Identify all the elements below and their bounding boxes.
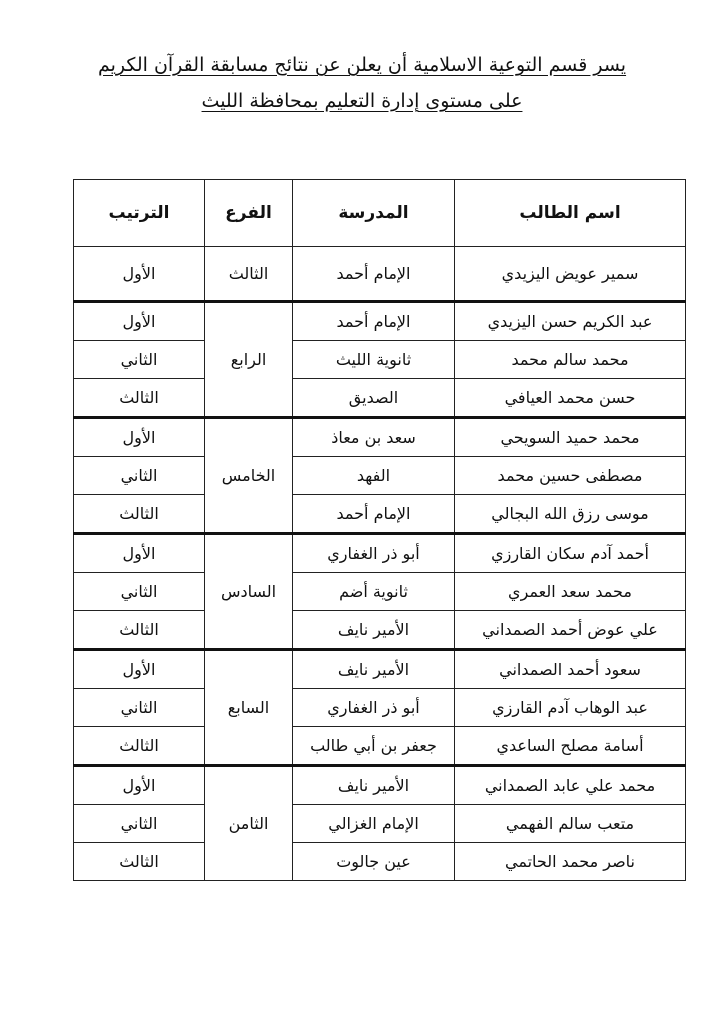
rank-cell: الثاني — [74, 341, 205, 379]
results-table — [73, 179, 686, 881]
student-name-cell: محمد حميد السويحي — [455, 418, 686, 457]
rank-cell: الأول — [74, 247, 205, 302]
student-name-cell: ناصر محمد الحاتمي — [455, 843, 686, 881]
rank-cell: الأول — [74, 302, 205, 341]
rank-cell: الأول — [74, 418, 205, 457]
rank-cell: الأول — [74, 650, 205, 689]
school-cell: الأمير نايف — [293, 650, 455, 689]
school-cell: الإمام أحمد — [293, 495, 455, 534]
rank-cell: الثاني — [74, 457, 205, 495]
student-name-cell: أسامة مصلح الساعدي — [455, 727, 686, 766]
rank-cell: الأول — [74, 766, 205, 805]
rank-cell: الثالث — [74, 379, 205, 418]
rank-cell: الثالث — [74, 727, 205, 766]
page-subtitle: على مستوى إدارة التعليم بمحافظة الليث — [201, 90, 523, 112]
table-row — [74, 727, 686, 766]
table-row — [74, 247, 686, 302]
table-row — [74, 418, 686, 457]
rank-cell: الأول — [74, 534, 205, 573]
student-name-cell: محمد علي عابد الصمداني — [455, 766, 686, 805]
student-name-cell: محمد سعد العمري — [455, 573, 686, 611]
rank-cell: الثالث — [74, 843, 205, 881]
table-row — [74, 689, 686, 727]
school-cell: الصديق — [293, 379, 455, 418]
student-name-cell: مصطفى حسين محمد — [455, 457, 686, 495]
school-cell: أبو ذر الغفاري — [293, 689, 455, 727]
table-row — [74, 573, 686, 611]
branch-cell: الخامس — [205, 418, 293, 534]
header-school: المدرسة — [293, 180, 455, 247]
results-body — [74, 247, 686, 881]
school-cell: سعد بن معاذ — [293, 418, 455, 457]
table-row — [74, 611, 686, 650]
school-cell: الأمير نايف — [293, 611, 455, 650]
header-row — [74, 180, 686, 247]
student-name-cell: متعب سالم الفهمي — [455, 805, 686, 843]
rank-cell: الثالث — [74, 611, 205, 650]
student-name-cell: موسى رزق الله البجالي — [455, 495, 686, 534]
table-row — [74, 766, 686, 805]
branch-cell: الثالث — [205, 247, 293, 302]
school-cell: الإمام أحمد — [293, 247, 455, 302]
school-cell: جعفر بن أبي طالب — [293, 727, 455, 766]
student-name-cell: عبد الكريم حسن اليزيدي — [455, 302, 686, 341]
page-title: يسر قسم التوعية الاسلامية أن يعلن عن نتائج مسابقة القرآن الكريم — [97, 54, 627, 76]
table-row — [74, 650, 686, 689]
rank-cell: الثالث — [74, 495, 205, 534]
branch-cell: السابع — [205, 650, 293, 766]
table-row — [74, 805, 686, 843]
branch-cell: الرابع — [205, 302, 293, 418]
header-student-name: اسم الطالب — [455, 180, 686, 247]
table-row — [74, 341, 686, 379]
school-cell: الفهد — [293, 457, 455, 495]
rank-cell: الثاني — [74, 805, 205, 843]
school-cell: أبو ذر الغفاري — [293, 534, 455, 573]
branch-cell: الثامن — [205, 766, 293, 881]
table-row — [74, 302, 686, 341]
table-row — [74, 457, 686, 495]
table-row — [74, 843, 686, 881]
student-name-cell: محمد سالم محمد — [455, 341, 686, 379]
branch-cell: السادس — [205, 534, 293, 650]
school-cell: ثانوية الليث — [293, 341, 455, 379]
school-cell: الإمام الغزالي — [293, 805, 455, 843]
school-cell: عين جالوت — [293, 843, 455, 881]
header-branch: الفرع — [205, 180, 293, 247]
header-rank: الترتيب — [74, 180, 205, 247]
student-name-cell: عبد الوهاب آدم القارزي — [455, 689, 686, 727]
rank-cell: الثاني — [74, 573, 205, 611]
rank-cell: الثاني — [74, 689, 205, 727]
student-name-cell: سعود أحمد الصمداني — [455, 650, 686, 689]
table-row — [74, 495, 686, 534]
table-row — [74, 534, 686, 573]
student-name-cell: أحمد آدم سكان القارزي — [455, 534, 686, 573]
student-name-cell: سمير عويض اليزيدي — [455, 247, 686, 302]
school-cell: الأمير نايف — [293, 766, 455, 805]
student-name-cell: علي عوض أحمد الصمداني — [455, 611, 686, 650]
school-cell: الإمام أحمد — [293, 302, 455, 341]
student-name-cell: حسن محمد العيافي — [455, 379, 686, 418]
table-row — [74, 379, 686, 418]
school-cell: ثانوية أضم — [293, 573, 455, 611]
